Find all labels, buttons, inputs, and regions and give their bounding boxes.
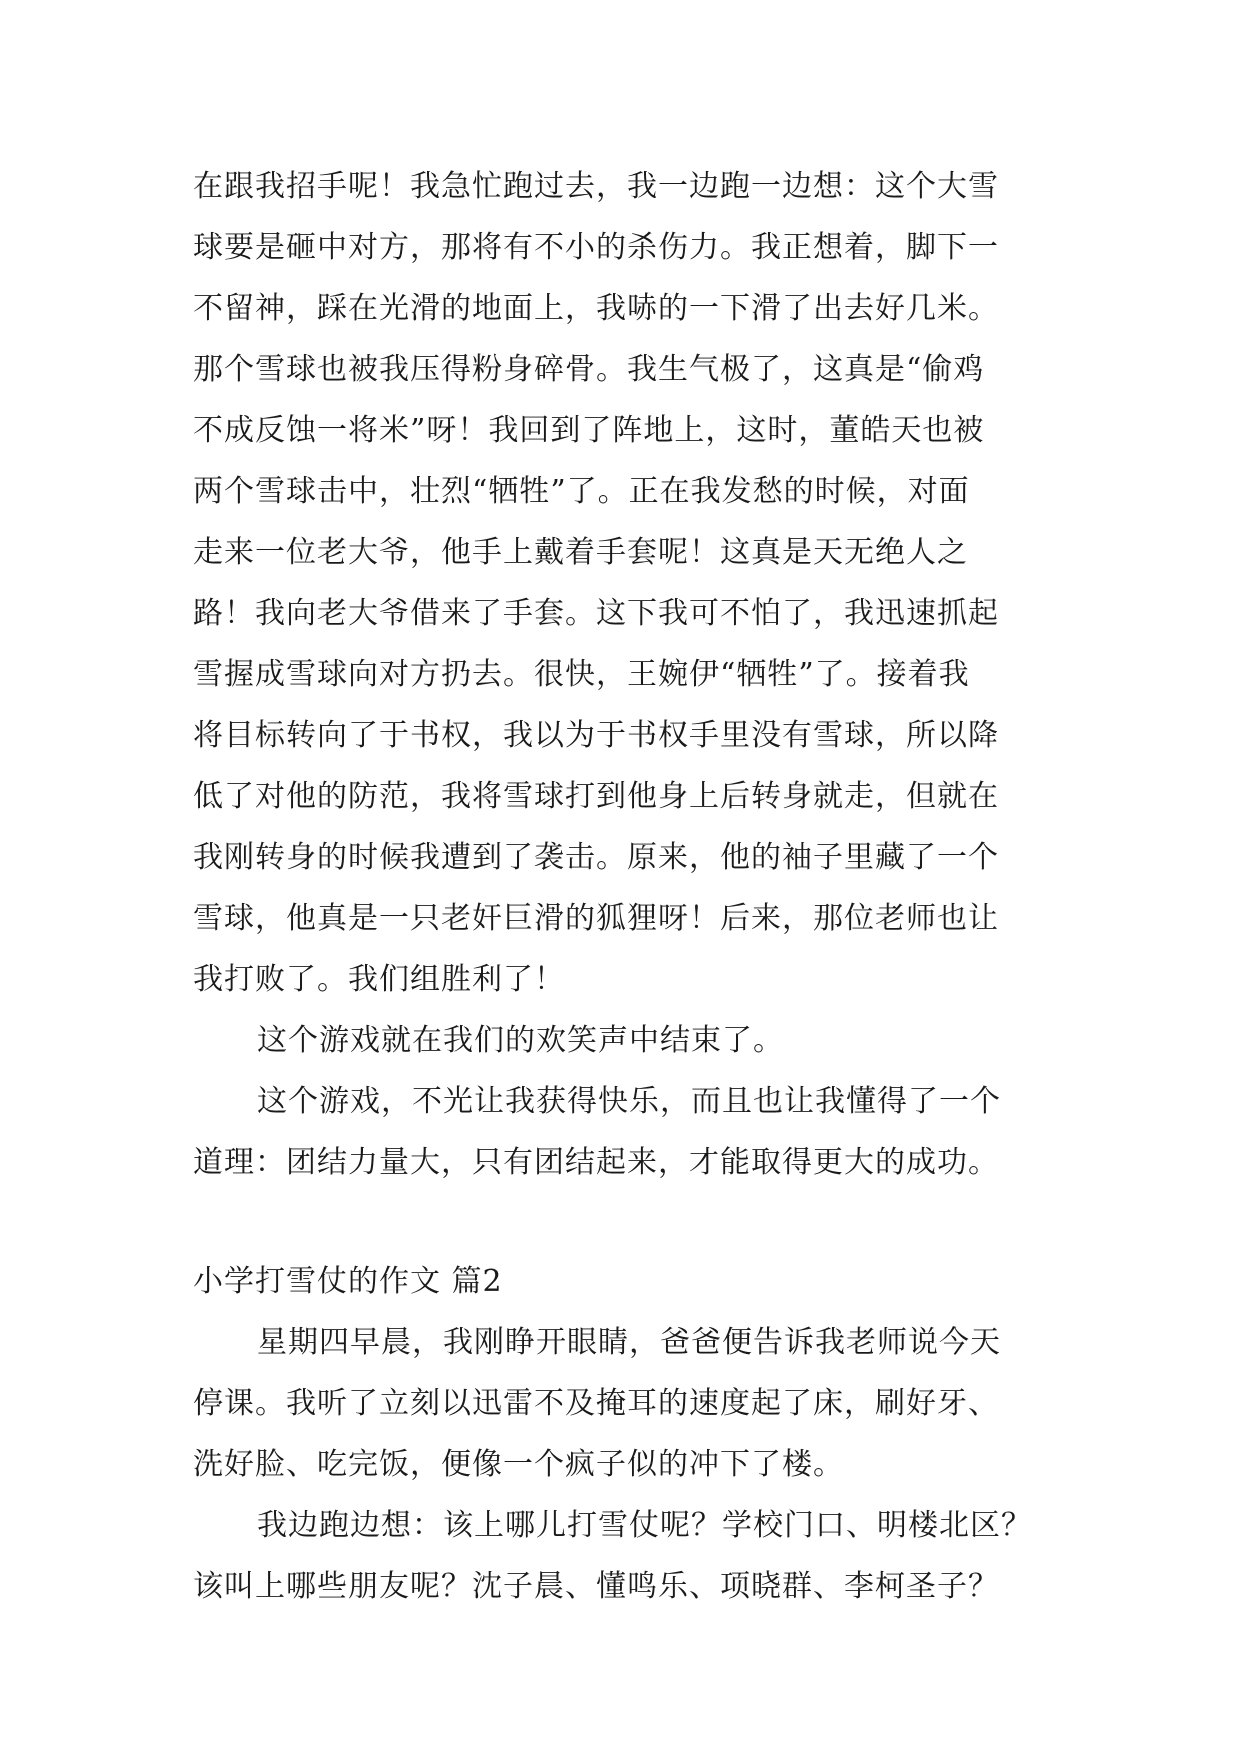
- text-line: 雪球，他真是一只老奸巨滑的狐狸呀！后来，那位老师也让: [193, 901, 999, 936]
- text-line: 我刚转身的时候我遭到了袭击。原来，他的袖子里藏了一个: [193, 840, 999, 875]
- text-line: 球要是砸中对方，那将有不小的杀伤力。我正想着，脚下一: [193, 230, 999, 265]
- document-body: [193, 156, 1073, 1617]
- text-line: 路！我向老大爷借来了手套。这下我可不怕了，我迅速抓起: [193, 596, 999, 631]
- paragraph-2: [193, 1010, 1073, 1071]
- text-line: 道理：团结力量大，只有团结起来，才能取得更大的成功。: [193, 1145, 999, 1180]
- text-line: 雪握成雪球向对方扔去。很快，王婉伊“牺牲”了。接着我: [193, 657, 970, 692]
- text-line: 洗好脸、吃完饭，便像一个疯子似的冲下了楼。: [193, 1447, 844, 1482]
- text-line: 走来一位老大爷，他手上戴着手套呢！这真是天无绝人之: [193, 535, 968, 570]
- text-line: 星期四早晨，我刚睁开眼睛，爸爸便告诉我老师说今天: [257, 1325, 1001, 1360]
- text-line: 停课。我听了立刻以迅雷不及掩耳的速度起了床，刷好牙、: [193, 1386, 999, 1421]
- paragraph-3: [193, 1071, 1073, 1193]
- text-line: 这个游戏，不光让我获得快乐，而且也让我懂得了一个: [257, 1084, 1001, 1119]
- paragraph-4: [193, 1312, 1073, 1495]
- section-title: 小学打雪仗的作文 篇2: [193, 1264, 503, 1299]
- text-line: 那个雪球也被我压得粉身碎骨。我生气极了，这真是“偷鸡: [193, 352, 985, 387]
- text-line: 我边跑边想：该上哪儿打雪仗呢？学校门口、明楼北区？: [257, 1508, 1032, 1543]
- text-line: 不成反蚀一将米”呀！我回到了阵地上，这时，董皓天也被: [193, 413, 985, 448]
- text-line: 我打败了。我们组胜利了！: [193, 962, 565, 997]
- text-line: 这个游戏就在我们的欢笑声中结束了。: [257, 1023, 784, 1058]
- text-line: 低了对他的防范，我将雪球打到他身上后转身就走，但就在: [193, 779, 999, 814]
- text-line: 将目标转向了于书权，我以为于书权手里没有雪球，所以降: [193, 718, 999, 753]
- text-line: 两个雪球击中，壮烈“牺牲”了。正在我发愁的时候，对面: [193, 474, 970, 509]
- text-line: 在跟我招手呢！我急忙跑过去，我一边跑一边想：这个大雪: [193, 169, 999, 204]
- text-line: 不留神，踩在光滑的地面上，我哧的一下滑了出去好几米。: [193, 291, 999, 326]
- text-line: 该叫上哪些朋友呢？沈子晨、懂鸣乐、项晓群、李柯圣子？: [193, 1569, 999, 1604]
- paragraph-1: [193, 156, 1073, 1010]
- section-spacer: [193, 1193, 1073, 1251]
- paragraph-5: [193, 1495, 1073, 1617]
